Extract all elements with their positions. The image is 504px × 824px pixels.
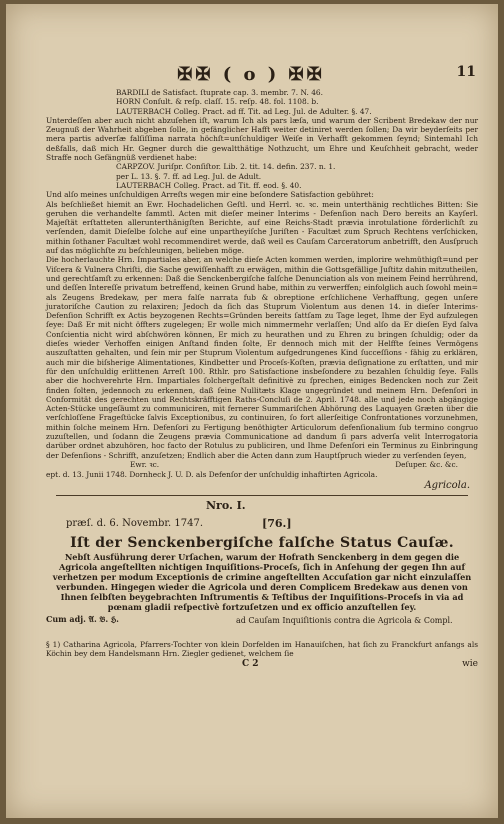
- page-footer: [46, 660, 478, 672]
- presentation-date: præſ. d. 6. Novembr. 1747.: [66, 518, 204, 530]
- catchword: wie: [462, 659, 478, 670]
- paragraph: Als beſchließet hiemit an Ewr. Hochadelichen Geſtl. und Herrl. ꝛc. ꝛc. mein unterthänig rechtliches Bitten: Sie geruhen die verhandelte ſammtl. Acten mit dieſer meiner Interims - Defenſion nach Dero bereits an Kayſerl. Majeſtät erſtatteten allerunterthänigſten Berichte, auf eine Reichs-Stadt prævia inrotulatione förderlichſt zu verſenden, damit Dieſelbe ſolche auf eine unpartheyiſche Juriſten - Facultæt zum Spruch Rechtens verſchicken, mithin ſothaner Facultæt wohl recommendiret werde, daß weil es Cauſam Carceratorum anbetrifft, den Ausſpruch auf das möglichſte zu beſchleunigen, belieben möge.: [46, 199, 478, 256]
- salutation: Ewr. ꝛc.: [130, 459, 160, 469]
- page-number: 11: [456, 64, 476, 80]
- section-title: Iſt der Senckenbergiſche falſche Status Cauſæ.: [70, 535, 454, 552]
- paragraph: § 1) Catharina Agricola, Pfarrers-Tochter von klein Dorfelden im Hanauiſchen, hat ſich zu Franckfurt anfangs als Köchin bey dem Handelsmann Hrn. Ziegler gedienet, welchem ſie: [46, 639, 478, 659]
- section-subtitle: Nebſt Ausführung derer Urſachen, warum der Hofrath Senckenberg in dem gegen die Agricola angeſtellten nichtigen Inquiſitions-Proceſs, ſich in Anſehung der gegen Ihn auf verhetzen per modum Exceptionis de crimine angeſtellten Accuſation gar nicht einzulaſſen verbunden. Hingegen wieder die Agricola und deren Complicem Bredekaw aus denen von Ihnen ſelbſten beygebrachten Inſtrumentis & Teſtibus der Inquiſitions-Proceſs in via ad pœnam gladii reſpectivè fortzuſetzen und ex officio anzuſtellen ſey.: [52, 551, 472, 612]
- bracket-number: [76.]: [262, 517, 292, 531]
- citation-line: BARDILI de Satisfact. ſtuprate cap. 3. membr. 7. N. 46.: [116, 88, 323, 97]
- section-divider: [56, 495, 468, 496]
- page-header: [6, 64, 498, 86]
- citation-line: per L. 13. §. 7. ff. ad Leg. Jul. de Adult.: [116, 171, 262, 181]
- salutation-row: [46, 460, 478, 470]
- signature-mark: C 2: [242, 659, 259, 670]
- presentation-row: [46, 517, 478, 533]
- annex-row: [46, 615, 478, 637]
- citation-line: LAUTERBACH Colleg. Pract. ad Tit. ff. eod. §. 40.: [116, 180, 302, 190]
- section-number-row: [46, 501, 478, 517]
- case-reference: ad Cauſam Inquiſitionis contra die Agricola & Compl.: [236, 615, 453, 625]
- date-line: ept. d. 13. Junii 1748. Dornheck J. U. D. als Defenſor der unſchuldig inhaftirten Agricola.: [46, 469, 378, 479]
- page-body: [46, 88, 478, 672]
- paragraph: Unterdeſſen aber auch nicht abzuſehen iſt, warum Ich als pars læſa, und warum der Scribent Bredekaw der nur Zeugnuß der Wahrheit abgeben ſolle, in gefänglicher Hafft weiter detiniret werden ſollen; Da wir beyderſeits per mera partis adverſæ falſiſſima narrata höchſt=unſchuldiger Weiſe in Verhafft gekommen ſeynd; Sintemahl Ich deßfalls, daß mich Hr. Gegner durch die gewaltthätige Nothzucht, um Ehre und Keuſchheit gebracht, weder Straffe noch Gefängnüß verdienet habe:: [46, 115, 478, 163]
- citation-line: LAUTERBACH Colleg. Pract. ad ff. Tit. ad Leg. Jul. de Adulter. §. 47.: [116, 106, 372, 116]
- annex-note: Cum adj. 𝔄. 𝔅. ℌ.: [46, 613, 119, 624]
- paragraph: Die hocherlauchte Hrn. Impartiales aber, an welche dieſe Acten kommen werden, implorire wehmüthigſt=und per Viſcera & Vulnera Chriſti, die Sache gewiſſenhafft zu erwägen, mithin die Gottsgefällige Juſtitz dahin mitzutheilen, und gerechtſamſt zu erkennen: Daß die Senckenbergiſche falſche Denunciation als von meinem Feind herrührend, und deſſen Intereſſe privatum betreffend, keinen Grund habe, mithin zu verwerffen; einfolglich auch ſowohl mein= als Zeugens Bredekaw, per mera falſe narrata fub & obreptione erſchlichene Verhafftung, gegen unſere juratoriſche Caution zu relaxiren; Jedoch da ſich das Stuprum Violentum aus denen 14. in dieſer Interims-Defenſion Schrifft ex Actis beyzogenen Rechts=Gründen bereits ſattſam zu Tage leget, Ihme der Eyd aufzulegen ſeye: Daß Er mit nicht öffters zugelegen; Er wolle mich nimmermehr verlaſſen; Und alſo da Er dieſen Eyd ſalva Conſcientia nicht wird abſchwören können, Er mich zu heurathen und zu Ehren zu bringen ſchuldig; oder da dieſes wieder Verhoffen einigen Anſtand finden ſolte, Er dennoch mich mit der Helffte ſeines Vermögens auszuſtatten gehalten, und ſein mir per Stuprum Violentum aufgedrungenes Kind ſucceſſions - fähig zu erklären, auch mir die biſsherige Alimentationes, Kindbetter und Proceſs-Koſten, prævia deſignatione zu erſtatten, und mir für den unſchuldig erlittenen Arreſt 100. Rthlr. pro Satisfactione insbeſondere zu bezahlen ſchuldig ſeye. Falls aber die hochverehrte Hrn. Impartiales ſolchergeſtalt definitivè zu ſprechen, einiges Bedencken noch zur Zeit finden ſolten, jedennoch zu erkennen, daß ſeine Nullitæts Klage ungegründet und meinem Hrn. Defenſori in Conformität des gerechten und Rechtskräfftigen Raths-Concluſi de 2. April. 1748. alle und jede noch abgängige Acten-Stücke ungeſäumt zu communiciren, mit fernerer Summariſchen Abhörung des Laquayen Græten über die verſchloſſene Frageſtücke ſalvis Exceptionibus, zu continuiren, ſo fort allerſeitige Confrontationes vorzunehmen, mithin ſolche meinem Hrn. Defenſori zu Fertigung benöthigter Articulorum defenſionalium ſub termino congruo zuzuſtellen, und ſodann die Zeugens prævia Communicatione ad dandum ſi pars adverſa velit Interrogatoria darüber ordnet abzuhören, hoc facto der Rotulus zu publiciren, und Ihme Defenſori ein Terminus zu Einbringung der Defenſions - Schrifft, anzuſetzen; Endlich aber die Acten dann zum Hauptſpruch wieder zu verſenden ſeyen,: [46, 255, 478, 460]
- document-page: [6, 4, 498, 818]
- closing-formula: Deſuper. &c. &c.: [395, 459, 458, 469]
- signature: Agricola.: [424, 480, 470, 492]
- section-number: Nro. I.: [206, 499, 246, 513]
- citation-line: CARPZOV. Juriſpr. Conſiſtor. Lib. 2. tit. 14. defin. 237. n. 1.: [116, 162, 336, 172]
- paragraph: Und alſo meines unſchuldigen Arreſts wegen mir eine beſondere Satisfaction gebühret:: [46, 190, 374, 200]
- header-ornament: ✠✠ ( o ) ✠✠: [177, 64, 325, 85]
- citation-line: HORN Conſult. & reſp. claſſ. 15. reſp. 48. fol. 1108. b.: [116, 97, 319, 107]
